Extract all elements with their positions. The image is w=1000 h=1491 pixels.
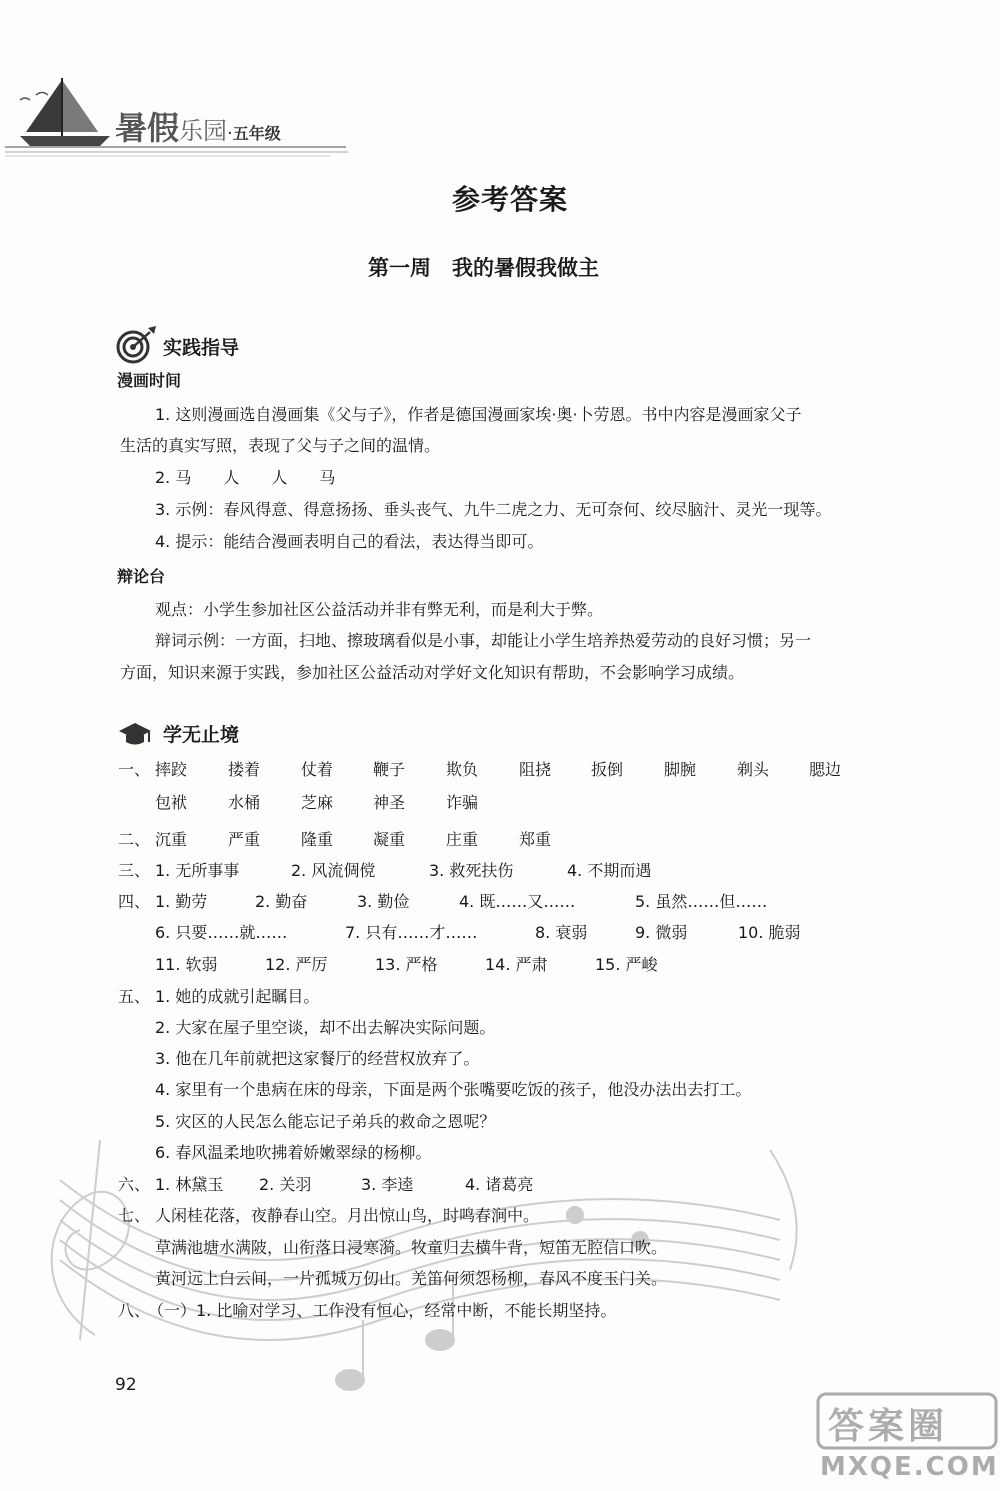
header-brand <box>115 103 281 149</box>
q1-row-2 <box>155 791 478 815</box>
q5-line-5: 5. 灾区的人民怎么能忘记子弟兵的救命之恩呢？ <box>155 1112 496 1131</box>
q8-line: （一）1. 比喻对学习、工作没有恒心，经常中断，不能长期坚持。 <box>148 1301 617 1320</box>
item: 3. 李逵 <box>361 1175 414 1194</box>
q7-label: 七、 <box>118 1206 151 1225</box>
q2-label: 二、 <box>118 830 151 849</box>
item: 2. 关羽 <box>259 1175 312 1194</box>
item: 3. 勤俭 <box>357 892 410 911</box>
bianlun-line-3: 方面，知识来源于实践，参加社区公益活动对学好文化知识有帮助，不会影响学习成绩。 <box>120 663 745 682</box>
item: 6. 只要……就…… <box>155 923 288 942</box>
manhua-line-5: 4. 提示：能结合漫画表明自己的看法，表达得当即可。 <box>155 532 544 551</box>
manhua-line-2: 生活的真实写照，表现了父与子之间的温情。 <box>120 436 441 455</box>
q4-row-3 <box>155 953 658 977</box>
q6-row <box>155 1173 533 1197</box>
item: 9. 微弱 <box>635 923 688 942</box>
item: 1. 无所事事 <box>155 861 240 880</box>
poem-line-1: 人闲桂花落，夜静春山空。月出惊山鸟，时鸣春涧中。 <box>155 1206 540 1225</box>
word: 搂着 <box>228 760 261 779</box>
section-title-study: 学无止境 <box>163 724 240 746</box>
q4-label: 四、 <box>118 892 151 911</box>
q5-line-2: 2. 大家在屋子里空谈，却不出去解决实际问题。 <box>155 1018 496 1037</box>
q5-label: 五、 <box>118 987 151 1006</box>
q5-line-3: 3. 他在几年前就把这家餐厅的经营权放弃了。 <box>155 1049 480 1068</box>
subheading-bianlun: 辩论台 <box>117 567 166 586</box>
item: 2. 勤奋 <box>255 892 308 911</box>
word: 仗着 <box>301 760 334 779</box>
q8-label: 八、 <box>118 1301 151 1320</box>
item: 2. 风流倜傥 <box>291 861 376 880</box>
word: 脚腕 <box>664 760 697 779</box>
word: 庄重 <box>446 830 479 849</box>
graduation-cap-icon <box>119 723 151 745</box>
q5-line-6: 6. 春风温柔地吹拂着娇嫩翠绿的杨柳。 <box>155 1143 432 1162</box>
item: 4. 既……又…… <box>459 892 576 911</box>
q3-row <box>155 859 651 883</box>
item: 8. 衰弱 <box>535 923 588 942</box>
word: 严重 <box>228 830 261 849</box>
q3-label: 三、 <box>118 861 151 880</box>
word: 沉重 <box>155 830 188 849</box>
q4-row-2 <box>155 921 801 945</box>
word: 扳倒 <box>591 760 624 779</box>
q2-row <box>155 828 551 852</box>
brand-dot: · <box>227 123 233 144</box>
word: 隆重 <box>301 830 334 849</box>
item: 15. 严峻 <box>595 955 658 974</box>
item: 12. 严厉 <box>265 955 328 974</box>
item: 13. 严格 <box>375 955 438 974</box>
grade-label: 五年级 <box>232 124 281 143</box>
poem-line-3: 黄河远上白云间，一片孤城万仞山。羌笛何须怨杨柳，春风不度玉门关。 <box>155 1269 668 1288</box>
brand-sub: 乐园 <box>179 117 228 145</box>
bianlun-line-1: 观点：小学生参加社区公益活动并非有弊无利，而是利大于弊。 <box>155 600 604 619</box>
q5-line-4: 4. 家里有一个患病在床的母亲，下面是两个张嘴要吃饭的孩子，他没办法出去打工。 <box>155 1080 752 1099</box>
page-number: 92 <box>115 1375 137 1395</box>
item: 4. 诸葛亮 <box>465 1175 534 1194</box>
word: 鞭子 <box>373 760 406 779</box>
target-icon <box>118 326 156 362</box>
q1-row-1 <box>155 758 841 782</box>
watermark-text-bottom: MXQE.COM <box>820 1452 999 1482</box>
word: 神圣 <box>373 793 406 812</box>
item: 5. 虽然……但…… <box>635 892 768 911</box>
subheading-manhua: 漫画时间 <box>117 371 182 390</box>
word: 腮边 <box>809 760 842 779</box>
q4-row-1 <box>155 890 767 914</box>
item: 7. 只有……才…… <box>345 923 478 942</box>
word: 水桶 <box>228 793 261 812</box>
manhua-line-1: 1. 这则漫画选自漫画集《父与子》，作者是德国漫画家埃·奥·卜劳恩。书中内容是漫画家父子 <box>155 405 802 424</box>
item: 1. 勤劳 <box>155 892 208 911</box>
brand-main: 暑假 <box>115 109 180 147</box>
word: 阻挠 <box>519 760 552 779</box>
page-title: 参考答案 <box>451 183 568 216</box>
sailboat-icon <box>20 78 110 146</box>
word: 郑重 <box>519 830 552 849</box>
word: 包袱 <box>155 793 188 812</box>
word: 摔跤 <box>155 760 188 779</box>
section-title-practice: 实践指导 <box>163 337 240 359</box>
word: 诈骗 <box>446 793 479 812</box>
item: 14. 严肃 <box>485 955 548 974</box>
word: 剃头 <box>737 760 770 779</box>
word: 欺负 <box>446 760 479 779</box>
manhua-line-3: 2. 马 人 人 马 <box>155 468 336 487</box>
word: 芝麻 <box>301 793 334 812</box>
item: 1. 林黛玉 <box>155 1175 224 1194</box>
bianlun-line-2: 辩词示例：一方面，扫地、擦玻璃看似是小事，却能让小学生培养热爱劳动的良好习惯；另一 <box>155 631 812 650</box>
poem-line-2: 草满池塘水满陂，山衔落日浸寒漪。牧童归去横牛背，短笛无腔信口吹。 <box>155 1238 668 1257</box>
item: 3. 救死扶伤 <box>429 861 514 880</box>
item: 11. 软弱 <box>155 955 218 974</box>
item: 10. 脆弱 <box>738 923 801 942</box>
q6-label: 六、 <box>118 1175 151 1194</box>
week-title: 第一周 我的暑假我做主 <box>368 256 599 280</box>
word: 凝重 <box>373 830 406 849</box>
item: 4. 不期而遇 <box>567 861 652 880</box>
watermark-text-top: 答案圈 <box>828 1406 949 1447</box>
q1-label: 一、 <box>118 760 151 779</box>
q5-line-1: 1. 她的成就引起瞩目。 <box>155 987 320 1006</box>
manhua-line-4: 3. 示例：春风得意、得意扬扬、垂头丧气、九牛二虎之力、无可奈何、绞尽脑汁、灵光一现等。 <box>155 500 832 519</box>
